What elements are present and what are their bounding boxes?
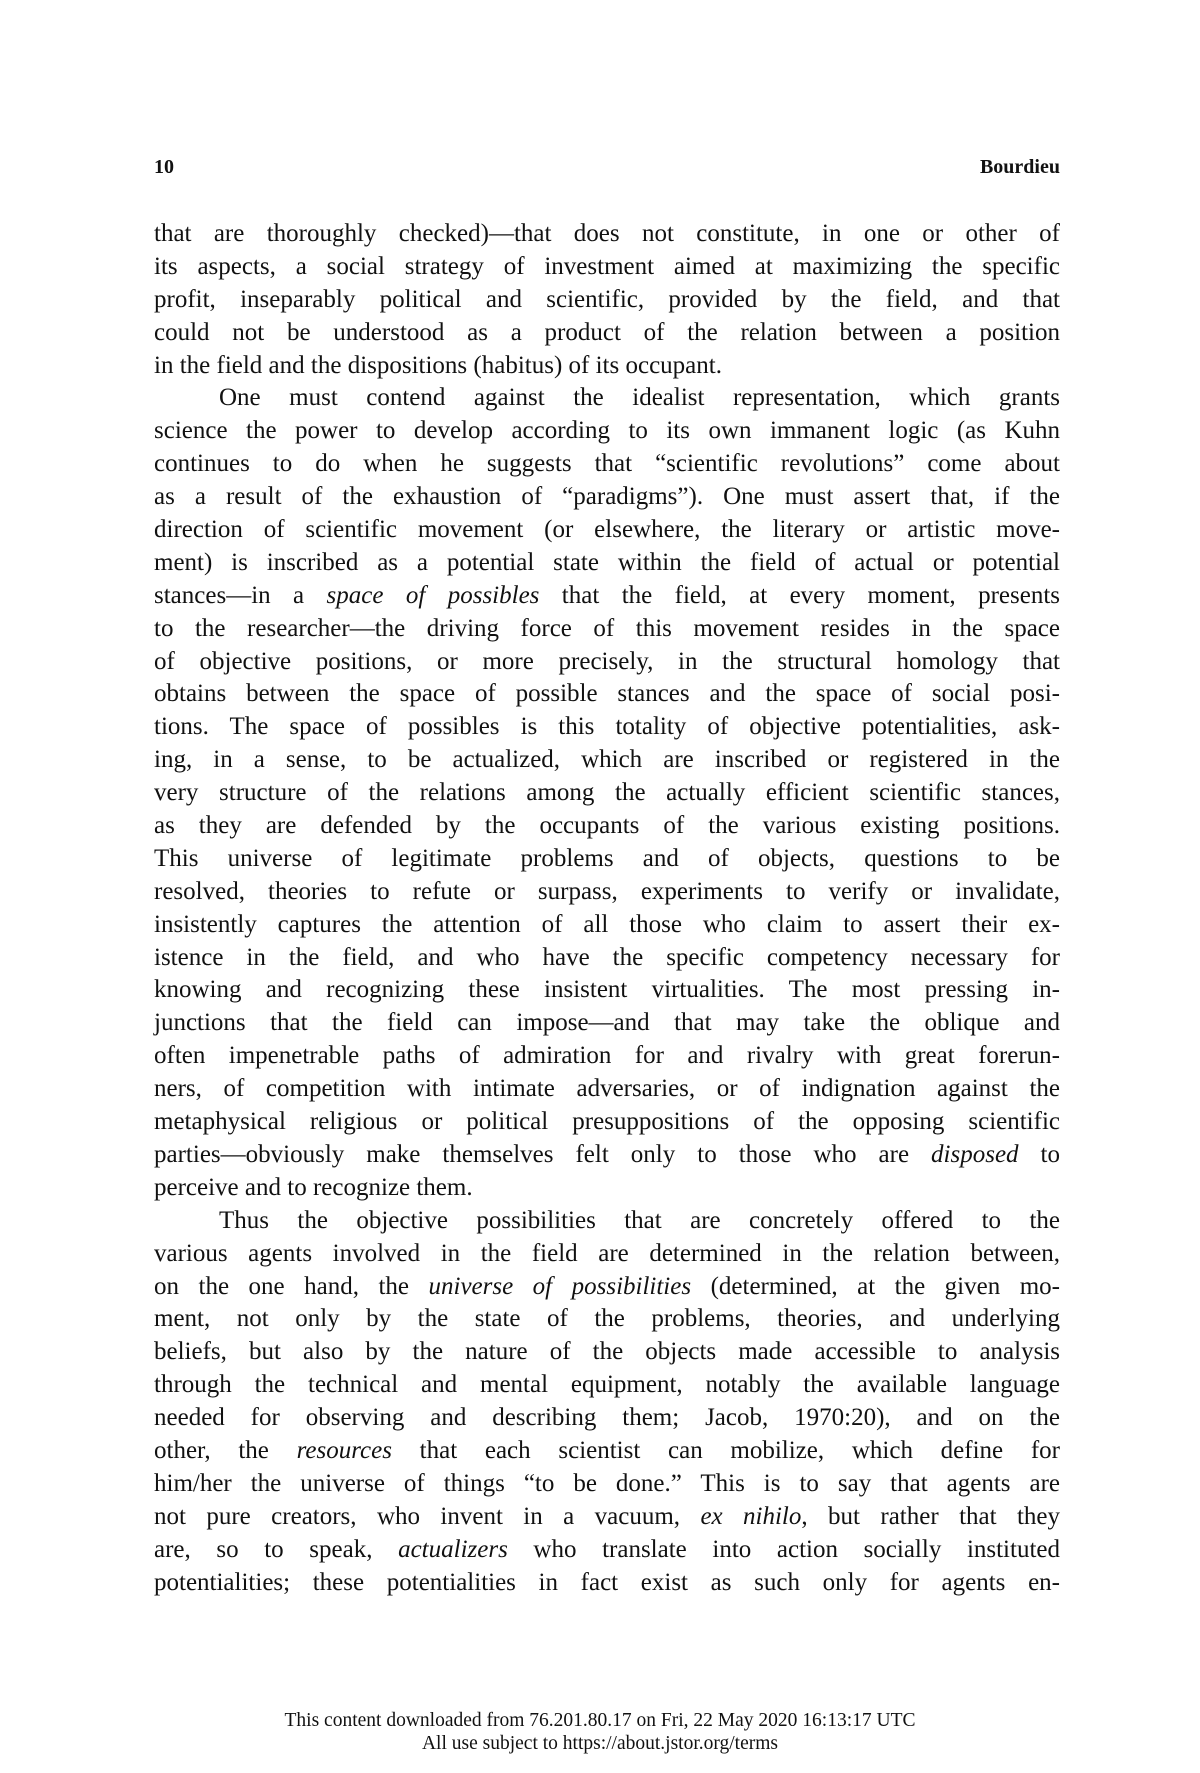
- text-run: that the field, at every moment, presents: [539, 581, 1060, 609]
- text-run: ment, not only by the state of the problems, theories, and underlying: [154, 1305, 1060, 1333]
- text-line: [154, 415, 1060, 448]
- italic-text: ex nihilo: [700, 1502, 802, 1530]
- text-run: ners, of competition with intimate adversaries, or of indignation against the: [154, 1075, 1060, 1103]
- italic-text: resources: [296, 1436, 392, 1464]
- text-line: [154, 514, 1060, 547]
- text-line: [154, 1073, 1060, 1106]
- text-run: direction of scientific movement (or elsewhere, the literary or artistic move-: [154, 516, 1060, 544]
- text-line: [154, 1336, 1060, 1369]
- text-run: various agents involved in the field are determined in the relation between,: [154, 1239, 1060, 1267]
- text-run: to the researcher—the driving force of this movement resides in the space: [154, 614, 1060, 642]
- text-run: other, the: [154, 1436, 297, 1464]
- text-run: who translate into action socially instituted: [507, 1535, 1060, 1563]
- text-line: [154, 1567, 1060, 1600]
- text-run: could not be understood as a product of the relation between a position: [154, 318, 1060, 346]
- text-line: [154, 1468, 1060, 1501]
- text-run: knowing and recognizing these insistent virtualities. The most pressing in-: [154, 976, 1060, 1004]
- text-run: stances—in a: [154, 581, 327, 609]
- text-run: resolved, theories to refute or surpass, experiments to verify or invalidate,: [154, 877, 1060, 905]
- text-run: Thus the objective possibilities that are concretely offered to the: [219, 1206, 1060, 1234]
- text-line: [154, 481, 1060, 514]
- text-run: needed for observing and describing them; Jacob, 1970:20), and on the: [154, 1404, 1060, 1432]
- text-line: [154, 580, 1060, 613]
- text-line: [154, 1303, 1060, 1336]
- text-run: continues to do when he suggests that “scientific revolutions” come about: [154, 450, 1060, 478]
- text-run: , but rather that they: [801, 1502, 1061, 1530]
- text-run: to: [1018, 1140, 1060, 1168]
- text-line: [154, 613, 1060, 646]
- text-line: [154, 1534, 1060, 1567]
- jstor-footer: [0, 1709, 1200, 1755]
- text-line: [154, 448, 1060, 481]
- text-line: [154, 1369, 1060, 1402]
- text-run: ment) is inscribed as a potential state within the field of actual or potential: [154, 548, 1060, 576]
- text-run: parties—obviously make themselves felt only to those who are: [154, 1140, 932, 1168]
- body-text: [154, 218, 1060, 1599]
- italic-text: space of possibles: [326, 581, 540, 609]
- italic-text: universe of possibilities: [428, 1272, 692, 1300]
- download-notice: This content downloaded from 76.201.80.17 on Fri, 22 May 2020 16:13:17 UTC: [284, 1710, 916, 1731]
- text-run: as they are defended by the occupants of the various existing positions.: [154, 812, 1060, 840]
- text-run: (determined, at the given mo-: [691, 1272, 1060, 1300]
- text-line: [154, 1172, 1060, 1205]
- italic-text: disposed: [931, 1140, 1019, 1168]
- text-line: [154, 843, 1060, 876]
- text-line: [154, 909, 1060, 942]
- text-run: One must contend against the idealist representation, which grants: [219, 384, 1060, 412]
- text-run: that are thoroughly checked)—that does not constitute, in one or other of: [154, 220, 1060, 247]
- text-line: [154, 810, 1060, 843]
- text-run: obtains between the space of possible stances and the space of social posi-: [154, 680, 1060, 708]
- text-line: [154, 382, 1060, 415]
- text-run: not pure creators, who invent in a vacuum,: [154, 1502, 701, 1530]
- text-run: junctions that the field can impose—and that may take the oblique and: [154, 1009, 1060, 1037]
- text-line: [154, 711, 1060, 744]
- paragraph: [154, 382, 1060, 1204]
- running-head-author: Bourdieu: [979, 156, 1060, 178]
- text-line: [154, 284, 1060, 317]
- text-line: [154, 1040, 1060, 1073]
- text-line: [154, 1402, 1060, 1435]
- text-run: of objective positions, or more precisely, in the structural homology that: [154, 647, 1060, 675]
- text-run: him/her the universe of things “to be done.” This is to say that agents are: [154, 1469, 1060, 1497]
- text-run: in the field and the dispositions (habitus) of its occupant.: [154, 351, 722, 379]
- text-line: [154, 251, 1060, 284]
- text-line: [154, 317, 1060, 350]
- terms-notice[interactable]: All use subject to https://about.jstor.org/terms: [421, 1733, 779, 1754]
- text-line: [154, 876, 1060, 909]
- text-line: [154, 1007, 1060, 1040]
- text-run: potentialities; these potentialities in fact exist as such only for agents en-: [154, 1568, 1060, 1596]
- text-run: on the one hand, the: [154, 1272, 429, 1300]
- text-line: [154, 744, 1060, 777]
- text-line: [154, 547, 1060, 580]
- text-run: ing, in a sense, to be actualized, which are inscribed or registered in the: [154, 746, 1060, 774]
- text-line: [154, 646, 1060, 679]
- text-run: as a result of the exhaustion of “paradigms”). One must assert that, if the: [154, 483, 1060, 511]
- text-run: that each scientist can mobilize, which define for: [391, 1436, 1060, 1464]
- text-line: [154, 1139, 1060, 1172]
- text-run: its aspects, a social strategy of investment aimed at maximizing the specific: [154, 252, 1060, 280]
- text-line: [154, 350, 1060, 383]
- text-run: beliefs, but also by the nature of the objects made accessible to analysis: [154, 1338, 1060, 1366]
- text-line: [154, 1205, 1060, 1238]
- text-run: This universe of legitimate problems and of objects, questions to be: [154, 844, 1060, 872]
- text-run: metaphysical religious or political presuppositions of the opposing scientific: [154, 1108, 1060, 1136]
- text-line: [154, 1501, 1060, 1534]
- text-run: tions. The space of possibles is this totality of objective potentialities, ask-: [154, 713, 1060, 741]
- text-line: [154, 1435, 1060, 1468]
- paragraph: [154, 1205, 1060, 1600]
- text-run: through the technical and mental equipment, notably the available language: [154, 1371, 1060, 1399]
- text-run: perceive and to recognize them.: [154, 1173, 473, 1201]
- text-line: [154, 1106, 1060, 1139]
- paragraph: [154, 218, 1060, 382]
- text-line: [154, 974, 1060, 1007]
- text-line: [154, 1271, 1060, 1304]
- text-line: [154, 218, 1060, 251]
- text-run: istence in the field, and who have the specific competency necessary for: [154, 943, 1060, 971]
- page-number: 10: [154, 156, 174, 178]
- text-run: science the power to develop according to its own immanent logic (as Kuhn: [154, 417, 1060, 445]
- text-run: profit, inseparably political and scientific, provided by the field, and that: [154, 285, 1060, 313]
- text-line: [154, 942, 1060, 975]
- text-run: very structure of the relations among the actually efficient scientific stances,: [154, 779, 1060, 807]
- text-line: [154, 777, 1060, 810]
- text-run: insistently captures the attention of all those who claim to assert their ex-: [154, 910, 1060, 938]
- text-line: [154, 1238, 1060, 1271]
- text-run: are, so to speak,: [154, 1535, 399, 1563]
- italic-text: actualizers: [398, 1535, 508, 1563]
- text-line: [154, 678, 1060, 711]
- text-run: often impenetrable paths of admiration for and rivalry with great forerun-: [154, 1042, 1060, 1070]
